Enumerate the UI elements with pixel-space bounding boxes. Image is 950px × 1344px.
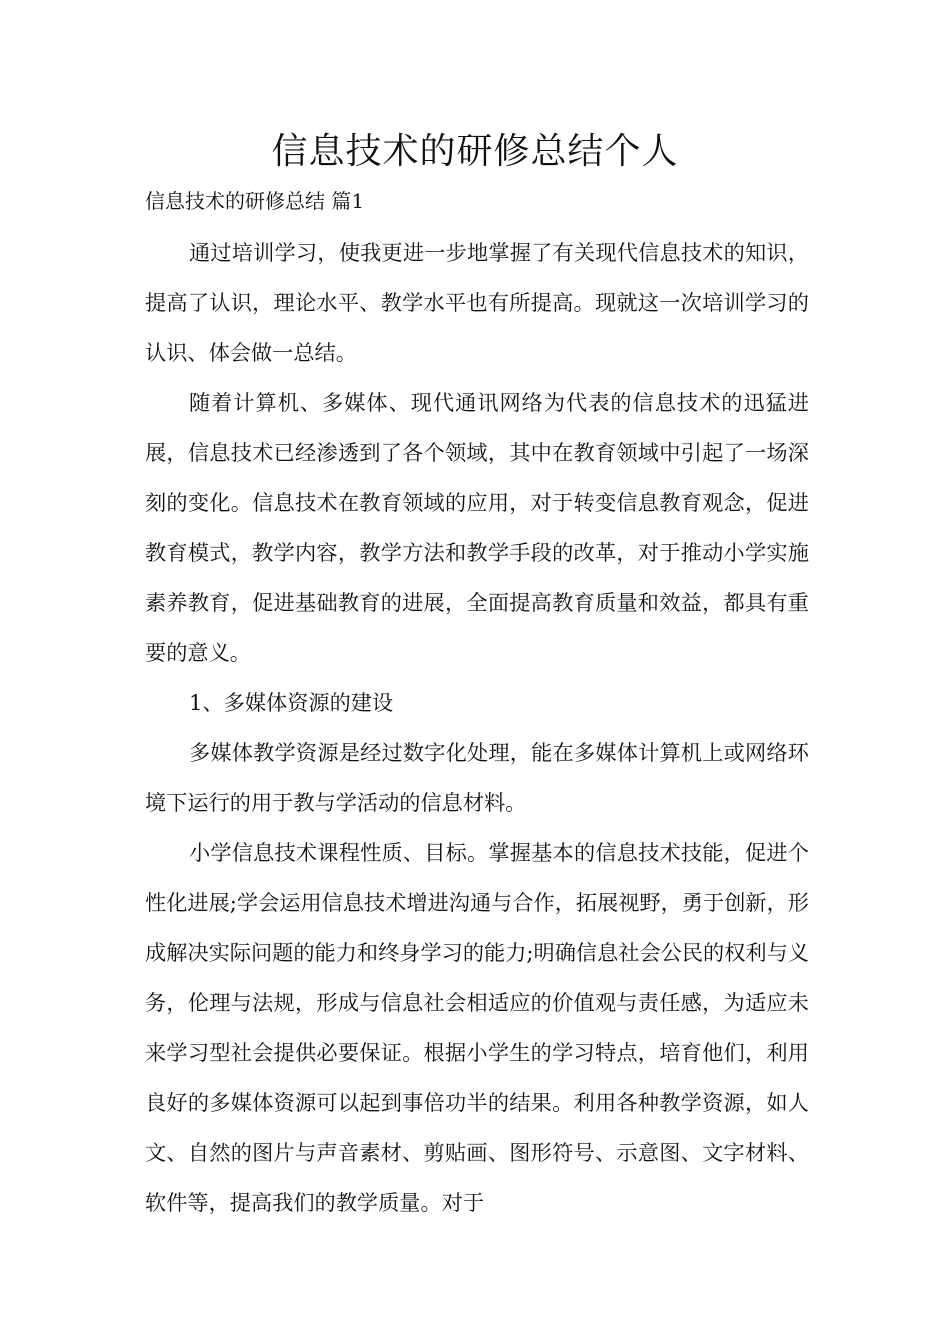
document-title: 信息技术的研修总结个人	[271, 131, 679, 172]
paragraph-background: 随着计算机、多媒体、现代通讯网络为代表的信息技术的迅猛进展，信息技术已经渗透到了各个领域，其中在教育领域中引起了一场深刻的变化。信息技术在教育领域的应用，对于转变信息教育观念，促进教育模式，教学内容，教学方法和教学手段的改革，对于推动小学实施素养教育，促进基础教育的进展，全面提高教育质量和效益，都具有重要的意义。	[145, 390, 809, 665]
document-body	[145, 228, 809, 1228]
section-heading: 1、多媒体资源的建设	[189, 690, 394, 715]
document-subtitle: 信息技术的研修总结 篇1	[145, 189, 365, 213]
paragraph-curriculum: 小学信息技术课程性质、目标。掌握基本的信息技术技能，促进个性化进展;学会运用信息技术增进沟通与合作，拓展视野，勇于创新，形成解决实际问题的能力和终身学习的能力;明确信息社会公民的权利与义务，伦理与法规，形成与信息社会相适应的价值观与责任感，为适应未来学习型社会提供必要保证。根据小学生的学习特点，培育他们，利用良好的多媒体资源可以起到事倍功半的结果。利用各种教学资源，如人文、自然的图片与声音素材、剪贴画、图形符号、示意图、文字材料、软件等，提高我们的教学质量。对于	[145, 840, 809, 1215]
paragraph-definition: 多媒体教学资源是经过数字化处理，能在多媒体计算机上或网络环境下运行的用于教与学活动的信息材料。	[145, 740, 809, 815]
paragraph-intro: 通过培训学习，使我更进一步地掌握了有关现代信息技术的知识，提高了认识，理论水平、教学水平也有所提高。现就这一次培训学习的认识、体会做一总结。	[145, 240, 809, 365]
